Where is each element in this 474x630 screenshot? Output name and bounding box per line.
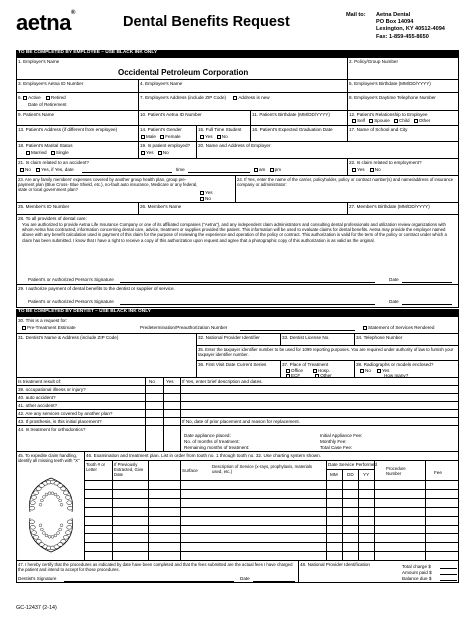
col-line — [342, 469, 343, 560]
col-line — [347, 92, 348, 110]
procedure-row[interactable] — [84, 516, 459, 517]
col-line — [347, 158, 348, 175]
tooth-icon[interactable] — [34, 491, 39, 495]
col-line — [347, 125, 348, 141]
row-line — [16, 141, 459, 142]
col-line — [235, 175, 236, 202]
mail-to-line: Lexington, KY 40512-4094 — [376, 26, 445, 33]
col-yes-header: Yes — [166, 379, 174, 384]
member-birthdate-label: 27. Member's Birthdate (MM/DD/YYYY) — [349, 204, 430, 209]
employee-name-label: 4. Employee's Name — [140, 81, 183, 86]
row-line — [16, 417, 459, 418]
marital-options — [26, 150, 69, 155]
tooth-icon[interactable] — [31, 496, 36, 500]
procedure-row[interactable] — [84, 551, 459, 552]
col-line — [280, 333, 281, 345]
tooth-icon[interactable] — [30, 525, 35, 529]
female-checkbox[interactable] — [160, 135, 164, 139]
missing-teeth-label: 45. To expedite claim handling, identify all missing teeth with "X" — [18, 453, 80, 464]
patient-employed-label: 19. Is patient employed? — [140, 143, 191, 148]
amount-paid-label — [402, 570, 432, 575]
taxpayer-id-label: 35. Enter the taxpayer identifier number to be used for 1099 reporting purposes. You are required under authority of law to furnish your taxpayer identifier number. — [198, 347, 454, 358]
coverage-yes-checkbox[interactable] — [200, 191, 204, 195]
total-charge-label — [402, 564, 431, 569]
tooth-icon[interactable] — [67, 525, 72, 529]
col-line — [354, 360, 355, 377]
row-line — [16, 125, 459, 126]
patient-signature-label: Patient's or Authorized Person's Signature — [28, 277, 114, 282]
col-line — [138, 202, 139, 214]
total-case-fee-label: Total Case Fee: — [320, 445, 353, 450]
radiograph-no-checkbox[interactable] — [360, 369, 364, 373]
married-label: Married — [31, 150, 47, 155]
coverage-no-checkbox[interactable] — [200, 197, 204, 201]
gender-options — [141, 134, 181, 139]
dentist-date-line[interactable] — [253, 581, 295, 582]
accident-yes-checkbox[interactable] — [36, 168, 40, 172]
primary-tooth-icon[interactable] — [45, 534, 48, 537]
q43-desc: If No, date of prior placement and reason for replacement. — [182, 419, 300, 424]
row-line — [16, 92, 459, 93]
col-line — [180, 425, 181, 451]
patient-gender-label: 14. Patient's Gender — [140, 127, 182, 132]
tooth-icon[interactable] — [61, 487, 66, 491]
radiograph-no-label: No — [365, 368, 371, 373]
logo-registered-mark: ® — [70, 10, 75, 16]
exam-plan-label: 46. Examination and treatment plan. List in order from tooth no. 1 through tooth no. 32. Use charting system shown. — [86, 453, 321, 458]
row-line — [84, 460, 459, 461]
col-line — [163, 425, 164, 451]
col-yy: YY — [363, 472, 370, 477]
col-line — [347, 202, 348, 214]
am-label: am — [259, 167, 266, 172]
graduation-date-label: 16. Patient's Expected Graduation Date — [252, 127, 333, 132]
patient-address-label: 13. Patient's Address (if different from employee) — [18, 127, 118, 132]
employee-address-label — [140, 95, 270, 100]
relationship-options — [352, 118, 430, 123]
appliance-date-label: Date appliance placed: — [184, 433, 231, 438]
row-line — [16, 451, 459, 452]
child-label: Child — [399, 118, 410, 123]
tooth-icon[interactable] — [30, 501, 35, 505]
student-options — [200, 134, 228, 139]
payment-authorization-text: 29. I authorize payment of dental benefits to the dentist or supplier of service. — [18, 286, 175, 291]
primary-tooth-icon[interactable] — [43, 532, 46, 535]
employee-birthdate-label: 5. Employee's Birthdate (MM/DD/YYYY) — [349, 81, 431, 86]
spouse-checkbox[interactable] — [369, 119, 373, 123]
student-yes-checkbox[interactable] — [200, 135, 204, 139]
balance-due-line[interactable] — [440, 580, 457, 581]
patient-signature-line[interactable] — [120, 282, 375, 283]
coverage-no-label: No — [205, 196, 211, 201]
col-surface: Surface — [182, 468, 198, 473]
balance-due-label — [402, 576, 431, 581]
col-line — [138, 125, 139, 141]
q44-label: 44. Is treatment for orthodontics? — [18, 427, 86, 432]
radiograph-options — [360, 368, 408, 378]
radiographs-label: 38. Radiographs or models enclosed? — [356, 362, 434, 367]
col-line — [250, 125, 251, 141]
col-line — [138, 141, 139, 158]
npi-label: 32. National Provider Identifier — [198, 335, 260, 340]
employed-options — [141, 150, 169, 155]
other-place-checkbox[interactable] — [315, 374, 319, 378]
col-line — [347, 79, 348, 92]
logo-text: aetna — [16, 10, 71, 35]
ecf-label: ECF — [291, 373, 301, 378]
date-line[interactable] — [402, 282, 452, 283]
pm-checkbox[interactable] — [270, 168, 274, 172]
row-line — [16, 202, 459, 203]
dentist-signature-line[interactable] — [64, 581, 234, 582]
place-options — [286, 368, 332, 378]
col-line — [347, 110, 348, 125]
employment-no-label: No — [374, 167, 381, 172]
tooth-icon[interactable] — [61, 539, 66, 543]
col-description: Description of Service (x-rays, prophylaxis, materials used, etc.) — [212, 464, 313, 475]
primary-tooth-icon[interactable] — [48, 535, 51, 538]
female-label: Female — [165, 134, 181, 139]
primary-tooth-icon[interactable] — [54, 493, 57, 496]
pretreatment-checkbox[interactable] — [22, 326, 26, 330]
primary-tooth-icon[interactable] — [48, 492, 51, 495]
accident-yes-label: Yes, if Yes, date — [41, 167, 74, 172]
employee-section-heading: TO BE COMPLETED BY EMPLOYEE – USE BLACK INK ONLY — [16, 50, 459, 57]
pretreatment-option — [22, 325, 76, 330]
tooth-icon[interactable] — [67, 520, 72, 524]
employer-name-label: 1. Employer's Name — [18, 59, 60, 64]
col-line — [180, 460, 181, 560]
ampm-options — [254, 167, 281, 172]
col-line — [145, 425, 146, 451]
other-label: Other — [418, 118, 431, 123]
tooth-icon[interactable] — [65, 496, 70, 500]
how-many-label: How many? — [384, 373, 409, 378]
hosp-label: Hosp. — [317, 368, 330, 373]
row-line — [16, 158, 459, 159]
accident-time-line[interactable] — [188, 172, 250, 173]
total-charge-line[interactable] — [440, 568, 457, 569]
row-line — [16, 401, 459, 402]
employed-no-checkbox[interactable] — [158, 151, 162, 155]
date-label-2: Date — [389, 299, 399, 304]
primary-tooth-icon[interactable] — [60, 524, 63, 527]
mail-to-line: Fax: 1-859-455-8650 — [376, 33, 429, 40]
first-visit-label: 36. First Visit Date Current Series — [198, 362, 267, 367]
employer-name-value[interactable]: Occidental Petroleum Corporation — [118, 68, 249, 77]
accident-no-label: No — [25, 167, 31, 172]
tooth-icon[interactable] — [31, 531, 36, 535]
place-of-treatment-label: 37. Place of Treatment — [282, 362, 329, 367]
single-label: Single — [55, 150, 69, 155]
dollar-sign: $ — [428, 564, 431, 569]
col-line — [112, 460, 113, 560]
male-label: Male — [146, 134, 156, 139]
office-label: Office — [291, 368, 303, 373]
employed-no-label: No — [162, 150, 169, 155]
employee-phone-label: 8. Employee's Daytime Telephone Number — [349, 95, 436, 100]
radiograph-yes-label: Yes — [381, 368, 390, 373]
request-type-label: 30. This is a request for: — [18, 318, 68, 323]
providers-intro: 28. To all providers of dental care: — [18, 216, 87, 221]
row-line — [16, 393, 459, 394]
form-title: Dental Benefits Request — [123, 14, 290, 30]
row-line — [196, 345, 459, 346]
col-line — [358, 469, 359, 560]
q42-label: 42. Are any services covered by another plan? — [18, 411, 113, 416]
col-line — [196, 333, 197, 377]
col-line — [347, 57, 348, 79]
row-line — [84, 480, 459, 481]
col-mm: MM — [330, 472, 338, 477]
primary-tooth-icon[interactable] — [51, 535, 54, 538]
other-checkbox[interactable] — [414, 119, 418, 123]
accident-date-line[interactable] — [82, 172, 172, 173]
col-line — [84, 451, 85, 560]
treatment-header: Is treatment result of: — [18, 379, 62, 384]
license-label: 33. Dentist License No. — [282, 335, 330, 340]
primary-tooth-icon[interactable] — [57, 532, 60, 535]
amount-paid-line[interactable] — [440, 574, 457, 575]
retirement-date-label: Date of Retirement — [28, 102, 67, 107]
date-line-2[interactable] — [402, 304, 452, 305]
employer-address-label: 20. Name and Address of Employer — [198, 143, 271, 148]
radiograph-yes-checkbox[interactable] — [377, 369, 381, 373]
authorization-text: You are authorized to provide Aetna Life Insurance Company or one of its affiliated companies ("Aetna"), and any independent claim administrators and consulting dental professionals and utilization review organizations with whom Aetna has contracted, information concerning dental care, advice, treatment or supplies provided the patient. This information will be used to evaluate claims for dental benefits. Aetna may provide the employer named above with any benefit calculation used in payment of this claim for the purpose of reviewing the experience and operation of the policy or contract. This authorization is valid for the term of the policy or contract under which a claim has been submitted. I know that I have a right to receive a copy of this authorization upon request and agree that a photographic copy of this authorization is as valid as the original. — [22, 222, 447, 243]
form-id: GC-12437 (2-14) — [16, 605, 57, 611]
primary-tooth-icon[interactable] — [54, 534, 57, 537]
primary-tooth-icon[interactable] — [39, 524, 42, 527]
col-line — [280, 360, 281, 377]
row-line — [16, 214, 459, 215]
employment-no-checkbox[interactable] — [370, 168, 374, 172]
amount-paid-text: Amount paid — [402, 570, 428, 575]
procedure-row[interactable] — [84, 507, 459, 508]
initial-fee-label: Initial Appliance Fee: — [320, 433, 363, 438]
col-dd: DD — [347, 472, 354, 477]
student-no-label: No — [221, 134, 228, 139]
employed-yes-label: Yes — [146, 150, 154, 155]
primary-tooth-icon[interactable] — [59, 499, 62, 502]
statement-label: Statement of Services Rendered — [368, 325, 435, 330]
col-line — [250, 110, 251, 125]
tooth-icon[interactable] — [29, 506, 34, 510]
patient-birthdate-label: 11. Patient's Birthdate (MM/DD/YYYY) — [252, 112, 330, 117]
other-place-label: Other — [320, 373, 332, 378]
dentist-date-label: Date — [240, 576, 250, 581]
member-name-label: 26. Member's Name — [140, 204, 182, 209]
mail-to-address — [376, 12, 445, 41]
primary-tooth-icon[interactable] — [41, 499, 44, 502]
q43-label: 43. If prosthesis, is this initial placement? — [18, 419, 102, 424]
primary-tooth-icon[interactable] — [45, 493, 48, 496]
months-treatment-label: No. of months of treatment: — [184, 439, 240, 444]
q39-label: 39. occupational illness or injury? — [18, 387, 86, 392]
dentist-address-label: 31. Dentist's Name & Address (include ZIP Code) — [18, 335, 119, 340]
row-line — [16, 79, 459, 80]
row-line — [16, 560, 459, 561]
tooth-icon[interactable] — [67, 501, 72, 505]
retired-checkbox[interactable] — [46, 96, 50, 100]
col-line — [138, 79, 139, 92]
school-name-label: 17. Name of School and City — [349, 127, 408, 132]
male-checkbox[interactable] — [141, 135, 145, 139]
employment-related-label: 22. Is claim related to employment? — [349, 160, 422, 165]
col-no-header: No — [149, 379, 155, 384]
dentist-section-heading: TO BE COMPLETED BY DENTIST – USE BLACK INK ONLY — [16, 309, 459, 316]
col-line — [425, 460, 426, 560]
married-checkbox[interactable] — [26, 151, 30, 155]
col-line — [196, 125, 197, 141]
self-label: Self — [357, 118, 365, 123]
member-id-label: 25. Member's ID Number — [18, 204, 70, 209]
mail-to-line: Aetna Dental — [376, 12, 411, 18]
row-line — [16, 284, 459, 285]
col-line — [374, 460, 375, 560]
employed-yes-checkbox[interactable] — [141, 151, 145, 155]
col-line — [196, 141, 197, 158]
full-time-student-label: 15. Full Time Student — [198, 127, 242, 132]
employment-yes-label: Yes — [357, 167, 365, 172]
statement-option — [363, 325, 434, 330]
patient-name-label: 9. Patient's Name — [18, 112, 55, 117]
dollar-sign: $ — [428, 576, 432, 581]
patient-signature-line-2[interactable] — [120, 304, 375, 305]
child-checkbox[interactable] — [394, 119, 398, 123]
retired-label: Retired — [50, 95, 66, 100]
address-new-checkbox[interactable] — [233, 96, 237, 100]
mail-to-line: PO Box 14094 — [376, 19, 414, 26]
dentist-signature-label: Dentist's Signature — [18, 576, 57, 581]
self-checkbox[interactable] — [352, 119, 356, 123]
policy-group-label: 2. Policy/Group Number — [349, 59, 399, 64]
procedure-row[interactable] — [84, 542, 459, 543]
col-line — [354, 333, 355, 345]
telephone-label: 34. Telephone Number — [356, 335, 403, 340]
student-yes-label: Yes — [205, 134, 213, 139]
col-line — [298, 560, 299, 583]
mail-to-label: Mail to: — [346, 12, 366, 18]
row-line — [326, 469, 374, 470]
procedure-row[interactable] — [84, 498, 459, 499]
col-procedure: Procedure Number — [386, 466, 406, 477]
col-tooth: Tooth # or Letter — [86, 462, 106, 473]
patient-aetna-id-label: 10. Patient's Aetna ID Number — [140, 112, 202, 117]
row-line — [16, 110, 459, 111]
col-line — [138, 110, 139, 125]
marital-status-label: 18. Patient's Marital Status — [18, 143, 73, 148]
employment-yes-checkbox[interactable] — [352, 168, 356, 172]
col-line — [148, 460, 149, 560]
col-extracted: If Previously Extracted, Give Date — [114, 462, 144, 478]
date-label: Date — [389, 277, 399, 282]
coverage-options — [200, 190, 213, 202]
q41-label: 41. other accident? — [18, 403, 58, 408]
col-date-service: Date Service Performed — [328, 462, 378, 467]
accident-no-checkbox[interactable] — [20, 168, 24, 172]
student-no-checkbox[interactable] — [217, 135, 221, 139]
primary-tooth-icon[interactable] — [43, 496, 46, 499]
col-desc-header: If Yes, enter brief description and dates. — [182, 379, 263, 384]
primary-tooth-icon[interactable] — [41, 528, 44, 531]
tooth-icon[interactable] — [63, 491, 68, 495]
employment-related-options — [352, 167, 381, 172]
dollar-sign: $ — [429, 570, 432, 575]
procedure-row[interactable] — [84, 489, 459, 490]
col-fee: Fee — [434, 470, 442, 475]
procedure-row[interactable] — [84, 525, 459, 526]
pretreatment-label: Pre-Treatment Estimate — [27, 325, 76, 330]
row-line — [16, 409, 459, 410]
row-line — [16, 333, 459, 334]
accident-time-label: time — [176, 167, 185, 172]
accident-options — [20, 167, 74, 172]
patient-signature-label-2: Patient's or Authorized Person's Signature — [28, 299, 114, 304]
pm-label: pm — [274, 167, 282, 172]
tooth-icon[interactable] — [65, 531, 70, 535]
procedure-row[interactable] — [84, 533, 459, 534]
ecf-checkbox[interactable] — [286, 374, 290, 378]
other-coverage-question: 23. Are any family members' expenses covered by another group health plan, group pre-payment plan (Blue Cross- Blue Shield, etc.), no-fault auto insurance, Medicare or any federal, state or local government plan? — [18, 177, 198, 193]
primary-tooth-icon[interactable] — [39, 503, 42, 506]
active-checkbox[interactable] — [23, 96, 27, 100]
primary-tooth-icon[interactable] — [57, 496, 60, 499]
employee-aetna-id-label: 3. Employee's Aetna ID Number — [18, 81, 84, 86]
tooth-chart-icon — [22, 474, 80, 556]
statement-checkbox[interactable] — [363, 326, 367, 330]
row-line — [16, 385, 459, 386]
tooth-icon[interactable] — [34, 535, 39, 539]
col-line — [138, 92, 139, 110]
tooth-icon[interactable] — [63, 535, 68, 539]
tooth-icon[interactable] — [29, 520, 34, 524]
address-new-label: Address is new — [238, 95, 270, 100]
spouse-label: Spouse — [374, 118, 390, 123]
patient-relationship-label: 12. Patient's Relationship to Employee — [349, 112, 428, 117]
employee-address-text: 7. Employee's Address (include ZIP Code) — [140, 95, 227, 100]
remaining-months-label: Remaining months of treatment: — [184, 445, 250, 450]
primary-tooth-icon[interactable] — [59, 528, 62, 531]
accident-question-label: 21. Is claim related to an accident? — [18, 160, 89, 165]
row-line — [16, 175, 459, 176]
monthly-fee-label: Monthly Fee: — [320, 439, 347, 444]
primary-tooth-icon[interactable] — [60, 503, 63, 506]
field-6-number: 6. — [18, 95, 22, 100]
certification-text: 47. I hereby certify that the procedures as indicated by date have been completed and that the fees submitted are the actual fees I have charged the patient and intend to accept for those procedures. — [18, 562, 293, 573]
tooth-icon[interactable] — [67, 506, 72, 510]
predetermination-label: Predetermination/Preauthorization Number — [140, 325, 228, 330]
predetermination-line[interactable] — [240, 330, 355, 331]
q40-label: 40. auto accident? — [18, 395, 56, 400]
coverage-yes-label: Yes — [205, 190, 213, 195]
col-line — [326, 460, 327, 560]
am-checkbox[interactable] — [254, 168, 258, 172]
other-carrier-label: 24. If Yes, enter the name of the carrier, policyholder, policy or contract number(s) and name/address of insurance company or administrator: — [237, 177, 454, 188]
npi-identification-label: 48. National Provider Identification — [300, 562, 370, 567]
balance-due-text: Balance due — [402, 576, 428, 581]
total-charge-text: Total charge — [402, 564, 428, 569]
primary-tooth-icon[interactable] — [51, 492, 54, 495]
row-line — [16, 425, 459, 426]
active-label: Active — [28, 95, 41, 100]
row-line — [196, 360, 459, 361]
status-label — [18, 95, 66, 100]
aetna-logo — [16, 10, 75, 36]
single-checkbox[interactable] — [51, 151, 55, 155]
